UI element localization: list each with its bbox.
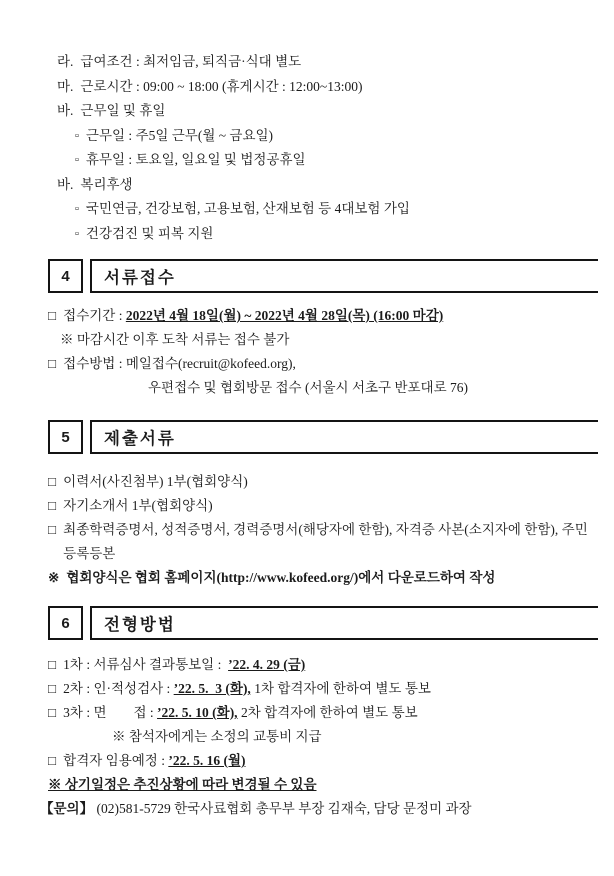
list-item	[75, 222, 598, 247]
list-item	[57, 99, 598, 124]
list-item	[57, 173, 598, 198]
deadline-note	[60, 328, 598, 352]
round-date: ’22. 5. 10 (화),	[157, 705, 238, 720]
contact-text	[40, 797, 598, 821]
list-text: 이력서(사진첨부) 1부(협회양식)	[63, 474, 248, 489]
list-item	[48, 518, 598, 566]
list-text: 근무일 : 주5일 근무(월 ~ 금요일)	[85, 127, 274, 143]
list-marker: 바.	[57, 176, 74, 192]
square-bullet-icon: ▫	[75, 129, 79, 142]
list-item-round1	[48, 653, 598, 677]
schedule-caution	[48, 773, 598, 797]
appointment-date: ’22. 5. 16 (월)	[168, 753, 246, 768]
list-text	[63, 653, 598, 677]
checkbox-bullet-icon: □	[48, 498, 57, 513]
round-suffix: 1차 합격자에 한하여 별도 통보	[250, 681, 431, 696]
checkbox-bullet-icon: □	[48, 657, 57, 672]
section-4-body	[48, 304, 598, 400]
checkbox-bullet-icon: □	[48, 308, 57, 323]
list-item-appointment	[48, 749, 598, 773]
list-text: 휴무일 : 토요일, 일요일 및 법정공휴일	[85, 152, 306, 167]
section-title: 제출서류	[90, 420, 598, 454]
list-item	[75, 124, 598, 149]
list-marker: 마.	[57, 78, 74, 94]
list-text	[63, 749, 598, 773]
section-6-body	[40, 653, 598, 821]
list-text: 급여조건 : 최저임금, 퇴직금·식대 별도	[80, 54, 302, 69]
list-item	[48, 470, 598, 494]
list-text: 건강검진 및 피복 지원	[85, 225, 214, 241]
list-item-round2	[48, 677, 598, 701]
list-marker: 바.	[57, 103, 74, 118]
list-text	[63, 677, 598, 701]
period-dates: 2022년 4월 18일(월) ~ 2022년 4월 28일(목) (16:00 마감)	[125, 308, 444, 323]
section-title: 전형방법	[90, 606, 598, 640]
checkbox-bullet-icon: □	[48, 356, 57, 371]
round-prefix: 1차 : 서류심사 결과통보일 :	[63, 657, 229, 672]
square-bullet-icon: ▫	[75, 227, 79, 240]
list-text	[63, 352, 598, 376]
round-suffix: 2차 합격자에 한하여 별도 통보	[237, 705, 418, 720]
list-item	[48, 494, 598, 518]
list-item	[57, 75, 598, 100]
checkbox-bullet-icon: □	[48, 474, 57, 489]
list-text: 근무일 및 휴일	[80, 103, 166, 118]
round-date: ’22. 5. 3 (화),	[173, 681, 251, 696]
list-text: 자기소개서 1부(협회양식)	[63, 498, 213, 513]
contact-line	[40, 797, 598, 821]
round-date: ’22. 4. 29 (금)	[228, 657, 306, 672]
method-email: 메일접수(recruit@kofeed.org),	[125, 356, 296, 371]
list-item-reception-period	[48, 304, 598, 328]
reception-method-continued	[148, 376, 598, 400]
section-header-4	[48, 259, 598, 293]
section-number-box: 6	[48, 606, 83, 640]
section-header-6	[48, 606, 598, 640]
method-prefix: 접수방법 :	[63, 356, 126, 371]
section-header-5	[48, 420, 598, 454]
reference-mark-icon: ※	[48, 570, 60, 585]
list-text: 국민연금, 건강보험, 고용보험, 산재보험 등 4대보험 가입	[85, 201, 410, 216]
list-item	[57, 50, 598, 75]
period-prefix: 접수기간 :	[63, 308, 126, 323]
section-number-box: 4	[48, 259, 83, 293]
transport-note	[112, 725, 598, 749]
list-marker: 라.	[57, 54, 74, 69]
contact-label: 【문의】	[40, 801, 94, 816]
note-text: 협회양식은 협회 홈페이지(http://www.kofeed.org/)에서 다운로드하여 작성	[66, 570, 496, 585]
list-text: 근로시간 : 09:00 ~ 18:00 (휴게시간 : 12:00~13:00)	[80, 78, 363, 94]
method-address: 우편접수 및 협회방문 접수 (서울시 서초구 반포대로 76)	[148, 380, 468, 395]
list-item-round3	[48, 701, 598, 725]
checkbox-bullet-icon: □	[48, 681, 57, 696]
checkbox-bullet-icon: □	[48, 522, 57, 537]
form-download-note	[48, 566, 598, 590]
note-text: ※ 참석자에게는 소정의 교통비 지급	[112, 729, 322, 744]
intro-list	[48, 50, 598, 246]
contact-detail: (02)581-5729 한국사료협회 총무부 부장 김재숙, 담당 문정미 과장	[93, 801, 472, 816]
list-item	[75, 148, 598, 173]
list-item	[75, 197, 598, 222]
round-prefix: 2차 : 인·적성검사 :	[63, 681, 174, 696]
list-text: 최종학력증명서, 성적증명서, 경력증명서(해당자에 한함), 자격증 사본(소지자에 한함), 주민등록등본	[63, 522, 588, 561]
note-text: ※ 마감시간 이후 도착 서류는 접수 불가	[60, 332, 290, 347]
square-bullet-icon: ▫	[75, 154, 79, 166]
list-item-reception-method	[48, 352, 598, 376]
checkbox-bullet-icon: □	[48, 705, 57, 720]
round-prefix: 3차 : 면 접 :	[63, 705, 158, 720]
section-title: 서류접수	[90, 259, 598, 293]
square-bullet-icon: ▫	[75, 203, 79, 215]
section-number-box: 5	[48, 420, 83, 454]
appointment-prefix: 합격자 임용예정 :	[63, 753, 169, 768]
section-5-body	[48, 470, 598, 590]
caution-text: ※ 상기일정은 추진상황에 따라 변경될 수 있음	[48, 777, 317, 792]
list-text	[63, 304, 598, 328]
checkbox-bullet-icon: □	[48, 753, 57, 768]
list-text	[63, 701, 598, 725]
list-text: 복리후생	[80, 176, 133, 192]
